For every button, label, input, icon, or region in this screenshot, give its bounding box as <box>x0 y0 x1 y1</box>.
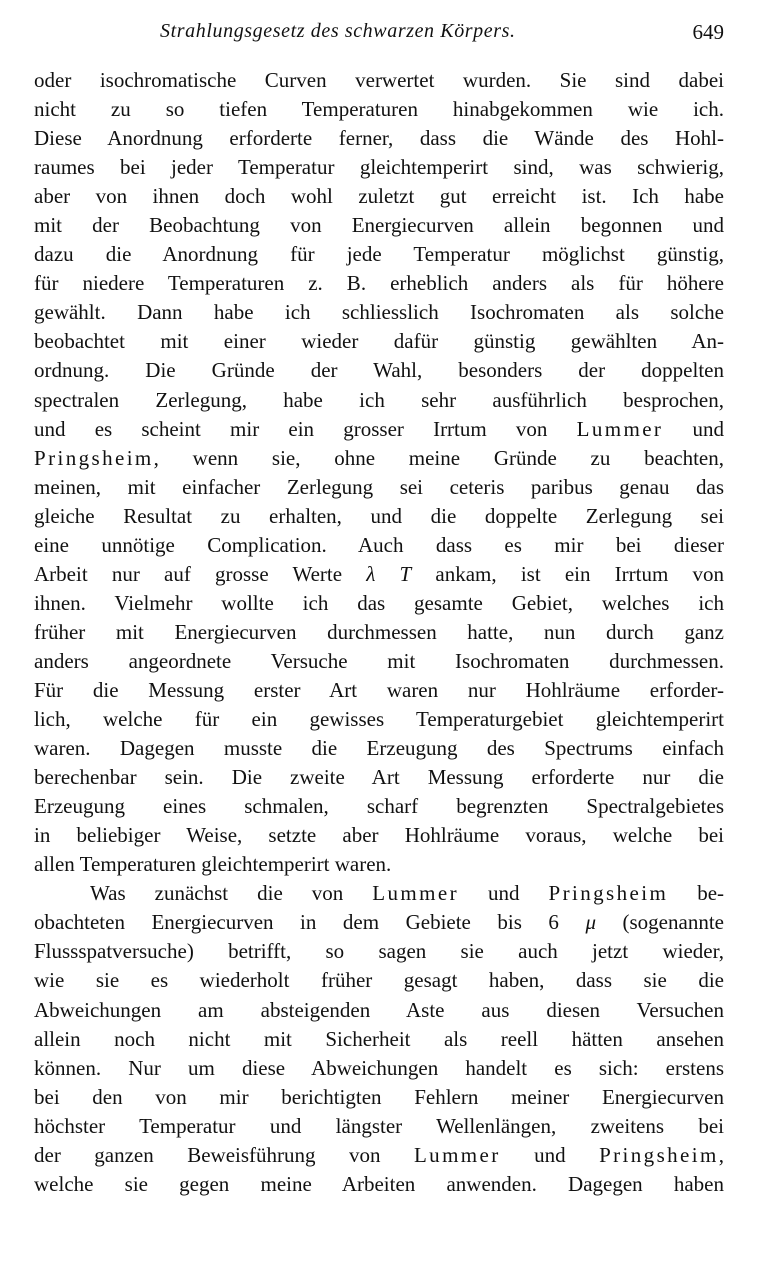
text-line: oder isochromatische Curven verwertet wurden. Sie sind dabei <box>34 68 724 92</box>
text-line <box>34 560 724 589</box>
text-line: Diese Anordnung erforderte ferner, dass die Wände des Hohl- <box>34 126 724 151</box>
text-line: lich, welche für ein gewisses Temperaturgebiet gleichtemperirt <box>34 707 724 732</box>
text-line: höchster Temperatur und längster Wellenlängen, zweitens bei <box>34 1113 724 1138</box>
text-run: und <box>500 1142 600 1167</box>
text-line: spectralen Zerlegung, habe ich sehr ausführlich besprochen, <box>34 387 724 412</box>
text-line <box>34 879 724 908</box>
page-number: 649 <box>692 20 724 44</box>
text-line: eine unnötige Complication. Auch dass es mir bei dieser <box>34 532 724 557</box>
text-run: , <box>718 1142 724 1167</box>
text-run: Was zunächst die von <box>90 881 373 906</box>
running-title: Strahlungsgesetz des schwarzen Körpers. <box>160 20 516 42</box>
text-line <box>34 1141 724 1170</box>
text-line: berechenbar sein. Die zweite Art Messung erforderte nur die <box>34 765 724 790</box>
author-name: Pringsheim <box>548 881 669 906</box>
text-line: Erzeugung eines schmalen, scharf begrenzten Spectralgebietes <box>34 794 724 819</box>
text-line: gleiche Resultat zu erhalten, und die doppelte Zerlegung sei <box>34 503 724 528</box>
text-run: der ganzen Beweisführung von <box>34 1142 414 1167</box>
text-run: und es scheint mir ein grosser Irrtum von <box>34 416 577 441</box>
text-line: dazu die Anordnung für jede Temperatur möglichst günstig, <box>34 242 724 267</box>
text-line: beobachtet mit einer wieder dafür günstig gewählten An- <box>34 329 724 354</box>
text-line: allen Temperaturen gleichtemperirt waren. <box>34 852 392 877</box>
text-line: waren. Dagegen musste die Erzeugung des Spectrums einfach <box>34 736 724 761</box>
text-line: Für die Messung erster Art waren nur Hohlräume erforder- <box>34 677 724 702</box>
author-name: Lummer <box>576 416 664 441</box>
text-run: , wenn sie, ohne meine Gründe zu beachten, <box>153 445 724 470</box>
text-line: welche sie gegen meine Arbeiten anwenden. Dagegen haben <box>34 1171 724 1196</box>
math-symbol: λ T <box>366 561 412 586</box>
text-line: nicht zu so tiefen Temperaturen hinabgekommen wie ich. <box>34 97 724 122</box>
author-name: Lummer <box>372 881 459 906</box>
text-run: be- <box>668 881 724 906</box>
author-name: Lummer <box>413 1142 501 1167</box>
text-run: Arbeit nur auf grosse Werte <box>34 561 367 586</box>
text-line <box>34 415 724 444</box>
text-line: können. Nur um diese Abweichungen handelt es sich: erstens <box>34 1055 724 1080</box>
text-line: meinen, mit einfacher Zerlegung sei ceteris paribus genau das <box>34 474 724 499</box>
text-line: Abweichungen am absteigenden Aste aus diesen Versuchen <box>34 997 724 1022</box>
text-line: für niedere Temperaturen z. B. erheblich anders als für höhere <box>34 271 724 296</box>
body-text <box>34 66 724 1199</box>
text-line: aber von ihnen doch wohl zuletzt gut erreicht ist. Ich habe <box>34 184 724 209</box>
text-line <box>34 444 724 473</box>
text-line: mit der Beobachtung von Energiecurven allein begonnen und <box>34 213 724 238</box>
running-header <box>34 20 724 50</box>
text-line: in beliebiger Weise, setzte aber Hohlräume voraus, welche bei <box>34 823 724 848</box>
text-line: ordnung. Die Gründe der Wahl, besonders der doppelten <box>34 358 724 383</box>
author-name: Pringsheim <box>599 1142 719 1167</box>
text-line: raumes bei jeder Temperatur gleichtemperirt sind, was schwierig, <box>34 155 724 180</box>
text-line <box>34 908 724 937</box>
text-run: und <box>459 881 549 906</box>
text-line: allein noch nicht mit Sicherheit als reell hätten ansehen <box>34 1026 724 1051</box>
text-line: gewählt. Dann habe ich schliesslich Isochromaten als solche <box>34 300 724 325</box>
text-run: obachteten Energiecurven in dem Gebiete bis 6 <box>34 910 586 935</box>
author-name: Pringsheim <box>34 445 154 470</box>
text-line: bei den von mir berichtigten Fehlern meiner Energiecurven <box>34 1084 724 1109</box>
text-run: ankam, ist ein Irrtum von <box>411 561 724 586</box>
math-symbol: μ <box>585 910 596 935</box>
text-run: (sogenannte <box>596 910 724 935</box>
text-line: anders angeordnete Versuche mit Isochromaten durchmessen. <box>34 648 724 673</box>
text-line: wie sie es wiederholt früher gesagt haben, dass sie die <box>34 968 724 993</box>
text-line: früher mit Energiecurven durchmessen hatte, nun durch ganz <box>34 619 724 644</box>
text-run: und <box>663 416 724 441</box>
text-line: Flussspatversuche) betrifft, so sagen sie auch jetzt wieder, <box>34 939 724 964</box>
text-line: ihnen. Vielmehr wollte ich das gesamte Gebiet, welches ich <box>34 590 724 615</box>
